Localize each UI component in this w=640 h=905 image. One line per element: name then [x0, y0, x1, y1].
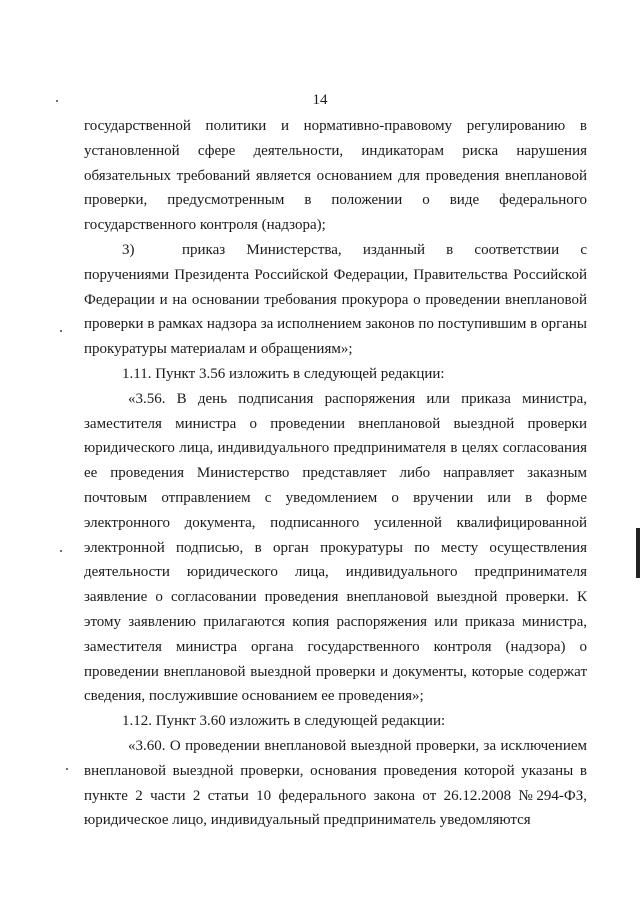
scan-speck [60, 550, 62, 552]
scan-speck [56, 100, 58, 102]
scan-speck [66, 768, 68, 770]
paragraph-3-56: «3.56. В день подписания распоряжения или приказа министра, заместителя министра о проведении внеплановой выездной проверки юридического лица, индивидуального предпринимателя в целях согласования ее проведения Министерство представляет либо направляет заказным почтовым отправлением с уведомлением о вручении или в форме электронного документа, подписанного усиленной квалифицированной электронной подписью, в орган прокуратуры по месту осуществления деятельности юридического лица, индивидуального предпринимателя заявление о согласовании проведения внеплановой выездной проверки. К этому заявлению прилагаются копия распоряжения или приказа министра, заместителя министра органа государственного контроля (надзора) о проведении внеплановой выездной проверки и документы, которые содержат сведения, послужившие основанием ее проведения»; [84, 390, 587, 705]
page-number: 14 [312, 92, 328, 108]
paragraph-1-11: 1.11. Пункт 3.56 изложить в следующей редакции: [122, 365, 445, 382]
paragraph-3-60: «3.60. О проведении внеплановой выездной проверки, за исключением внеплановой выездной проверки, основания проведения которой указаны в пункте 2 части 2 статьи 10 федерального закона от 26.12.2008 №294-ФЗ, юридическое лицо, индивидуальный предприниматель уведомляются [84, 737, 587, 829]
paragraph-item-3 [84, 238, 587, 362]
scan-edge-mark [636, 528, 640, 578]
item-number: 3) [122, 241, 135, 258]
scan-speck [60, 330, 62, 332]
item-3-text: приказ Министерства, изданный в соответствии с поручениями Президента Российской Федерации, Правительства Российской Федерации и на основании требования прокурора о проведении внеплановой проверки в рамках надзора за исполнением законов по поступившим в органы прокуратуры материалам и обращениям»; [84, 241, 587, 358]
paragraph-continuation: государственной политики и нормативно-правовому регулированию в установленной сфере деятельности, индикаторам риска нарушения обязательных требований является основанием для проведения внеплановой проверки, предусмотренным в положении о виде федерального государственного контроля (надзора); [84, 118, 587, 234]
paragraph-1-12: 1.12. Пункт 3.60 изложить в следующей редакции: [122, 713, 446, 730]
document-body [84, 114, 587, 833]
